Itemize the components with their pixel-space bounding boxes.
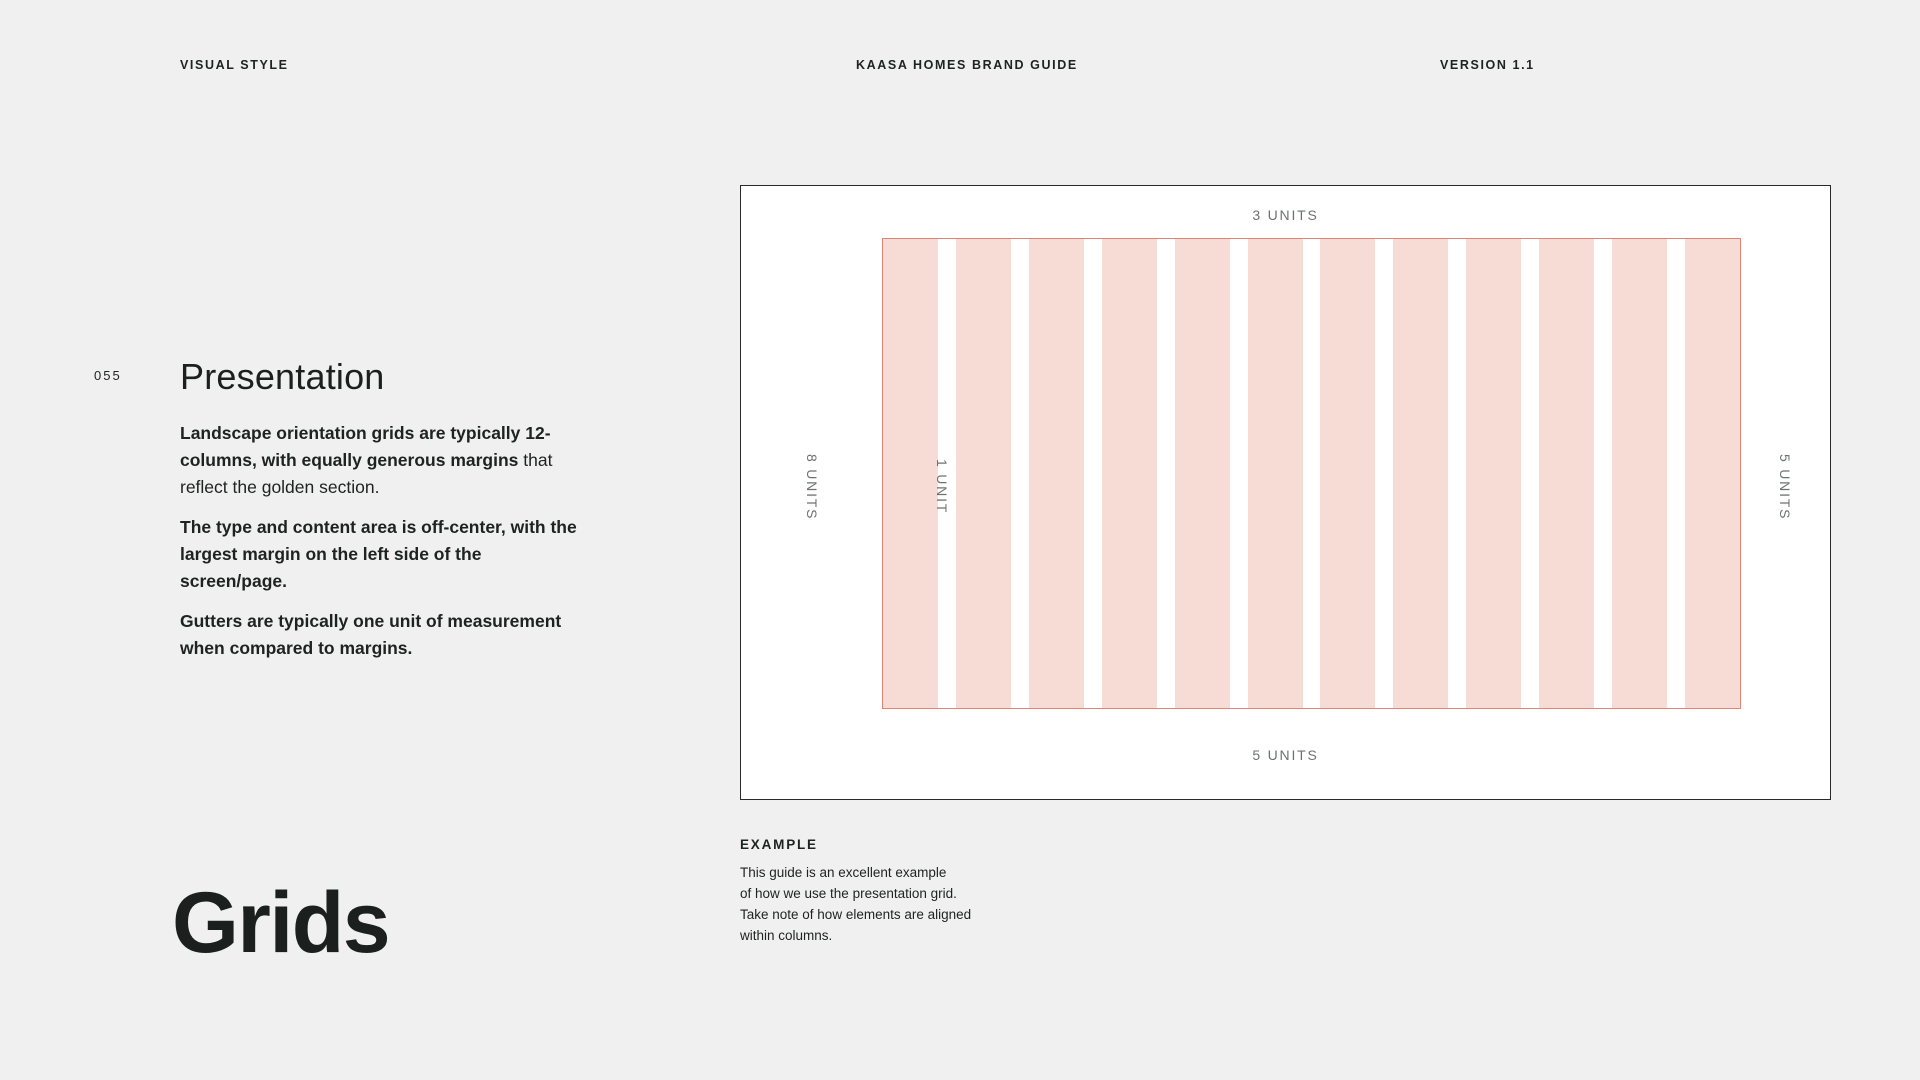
content-area bbox=[882, 238, 1741, 709]
grid-column bbox=[1248, 239, 1303, 708]
header-document-title: KAASA HOMES BRAND GUIDE bbox=[856, 58, 1078, 72]
grid-column bbox=[1466, 239, 1521, 708]
header-section-label: VISUAL STYLE bbox=[180, 58, 289, 72]
paragraph-regular-text: that reflect the golden section. bbox=[180, 450, 553, 497]
grid-column bbox=[1393, 239, 1448, 708]
section-title: Presentation bbox=[180, 356, 385, 397]
grid-column bbox=[1685, 239, 1740, 708]
grid-column bbox=[1320, 239, 1375, 708]
example-line: of how we use the presentation grid. bbox=[740, 886, 957, 901]
grid-column bbox=[1175, 239, 1230, 708]
paragraph-bold-text: The type and content area is off-center, with the largest margin on the left side of the screen/page. bbox=[180, 517, 577, 591]
header-version: VERSION 1.1 bbox=[1440, 58, 1535, 72]
grid-column bbox=[1612, 239, 1667, 708]
body-copy bbox=[180, 420, 580, 675]
top-margin-label: 3 UNITS bbox=[1252, 207, 1319, 223]
paragraph-bold-text: Landscape orientation grids are typically 12-columns, with equally generous margins bbox=[180, 423, 551, 470]
grid-column bbox=[883, 239, 938, 708]
body-paragraph bbox=[180, 608, 580, 662]
paragraph-bold-text: Gutters are typically one unit of measurement when compared to margins. bbox=[180, 611, 562, 658]
example-line: This guide is an excellent example bbox=[740, 865, 947, 880]
grid-diagram bbox=[740, 185, 1831, 800]
example-label: EXAMPLE bbox=[740, 837, 818, 852]
right-margin-label: 5 UNITS bbox=[1777, 454, 1793, 521]
example-line: within columns. bbox=[740, 928, 833, 943]
grid-column bbox=[956, 239, 1011, 708]
body-paragraph bbox=[180, 514, 580, 595]
example-description bbox=[740, 862, 1010, 946]
grid-column bbox=[1539, 239, 1594, 708]
section-number: 055 bbox=[94, 368, 122, 383]
page-title: Grids bbox=[172, 875, 390, 971]
body-paragraph bbox=[180, 420, 580, 501]
grid-column bbox=[1029, 239, 1084, 708]
grid-column bbox=[1102, 239, 1157, 708]
example-line: Take note of how elements are aligned bbox=[740, 907, 972, 922]
gutter-label: 1 UNIT bbox=[934, 459, 950, 515]
left-margin-label: 8 UNITS bbox=[804, 454, 820, 521]
bottom-margin-label: 5 UNITS bbox=[1252, 747, 1319, 763]
